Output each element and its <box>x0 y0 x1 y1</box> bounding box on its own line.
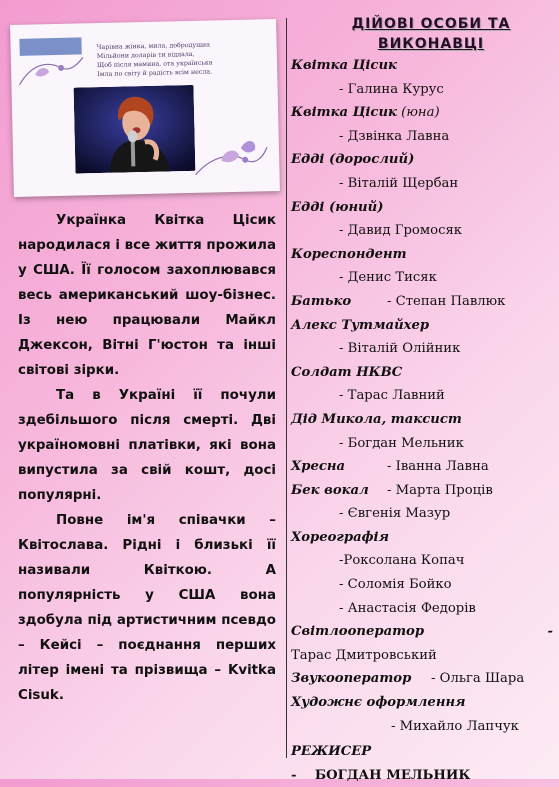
role-name: Бек вокал <box>291 482 369 498</box>
poem <box>97 39 258 79</box>
actor-name: - Богдан Мельник <box>339 435 464 451</box>
role-name: Звукооператор <box>291 671 412 687</box>
role-name: Едді (дорослий) <box>291 152 415 168</box>
cast-list <box>291 14 553 787</box>
cast-title: ДІЙОВІ ОСОБИ ТА ВИКОНАВЦІ <box>351 16 511 52</box>
role-note: (юна) <box>396 105 440 121</box>
director-label: РЕЖИСЕР <box>291 744 372 760</box>
role-name: Хресна <box>291 459 346 475</box>
poem-line: Щоб після мамина, ота українська <box>96 59 213 70</box>
role-name: Батько <box>291 293 352 309</box>
director-name: - БОГДАН МЕЛЬНИК <box>291 767 471 783</box>
actor-name: -Роксолана Копач <box>339 553 465 569</box>
role-name <box>291 620 553 644</box>
actor-name: - Анастасія Федорів <box>339 600 476 616</box>
role-name: Хореографія <box>291 529 390 545</box>
bio-paragraph: Українка Квітка Цісик народилася і все життя прожила у США. Її голосом захоплювався весь американський шоу-бізнес. Із нею працювали Майкл Джексон, Вітні Г'юстон та інші світові зірки. <box>18 213 276 378</box>
actor-name: - Ольга Шара <box>431 671 525 687</box>
column-divider <box>286 18 287 758</box>
floral-ornament <box>17 53 88 89</box>
actor-name: - Євгенія Мазур <box>339 506 451 522</box>
actor-name: - Тарас Лавний <box>339 388 445 404</box>
biography <box>18 208 276 708</box>
actor-name: - Марта Проців <box>387 482 493 498</box>
role-name <box>291 101 553 125</box>
actor-name: - Віталій Олійник <box>339 341 461 357</box>
actor-name: - Михайло Лапчук <box>391 718 519 734</box>
actor-name: - Дзвінка Лавна <box>339 128 450 144</box>
cast-row <box>291 667 553 691</box>
role-name: Квітка Цісик <box>291 58 397 73</box>
floral-ornament <box>191 129 272 181</box>
cast-row <box>291 479 553 503</box>
cast-row <box>291 455 553 479</box>
role-name: Кореспондент <box>291 246 407 262</box>
bio-paragraph: Повне ім'я співачки – Квітослава. Рідні і близькі її називали Квіткою. А популярність у США вона здобула під артистичним псевдо – Кейсі – поєднання перших літер імені та прізвища – Kvitka Cisuk. <box>18 513 276 703</box>
actor-name: - Давид Громосяк <box>339 223 463 239</box>
dash: - <box>547 624 553 640</box>
actor-name: - Віталій Щербан <box>339 175 459 191</box>
photo-card <box>10 19 280 197</box>
actor-name: - Денис Тисяк <box>339 270 437 286</box>
poem-line: Чарівна жінка, мила, добродушна <box>96 41 211 52</box>
role-label: Квітка Цісик <box>291 105 397 121</box>
poem-line: Мільйони доларів ти віддала, <box>96 50 195 61</box>
role-name: Художнє оформлення <box>291 695 466 711</box>
singer-photo <box>74 85 196 174</box>
role-label: Світлооператор <box>291 624 425 640</box>
poem-line: Імла по світу й радість всім несла. <box>97 68 213 79</box>
actor-name: - Соломія Бойко <box>339 577 452 593</box>
actor-name: - Іванна Лавна <box>387 459 489 475</box>
bio-paragraph: Та в Україні її почули здебільшого після смерті. Дві україномовні платівки, які вона випустила за свій кошт, досі популярні. <box>18 388 276 503</box>
actor-name: - Степан Павлюк <box>387 293 506 309</box>
actor-name: Тарас Дмитровський <box>291 647 437 663</box>
role-name: Дід Микола, таксист <box>291 411 462 427</box>
cast-row <box>291 290 553 314</box>
role-name: Алекс Тутмайхер <box>291 317 430 333</box>
actor-name: - Галина Курус <box>339 81 444 97</box>
role-name: Едді (юний) <box>291 199 384 215</box>
role-name: Солдат НКВС <box>291 364 403 380</box>
